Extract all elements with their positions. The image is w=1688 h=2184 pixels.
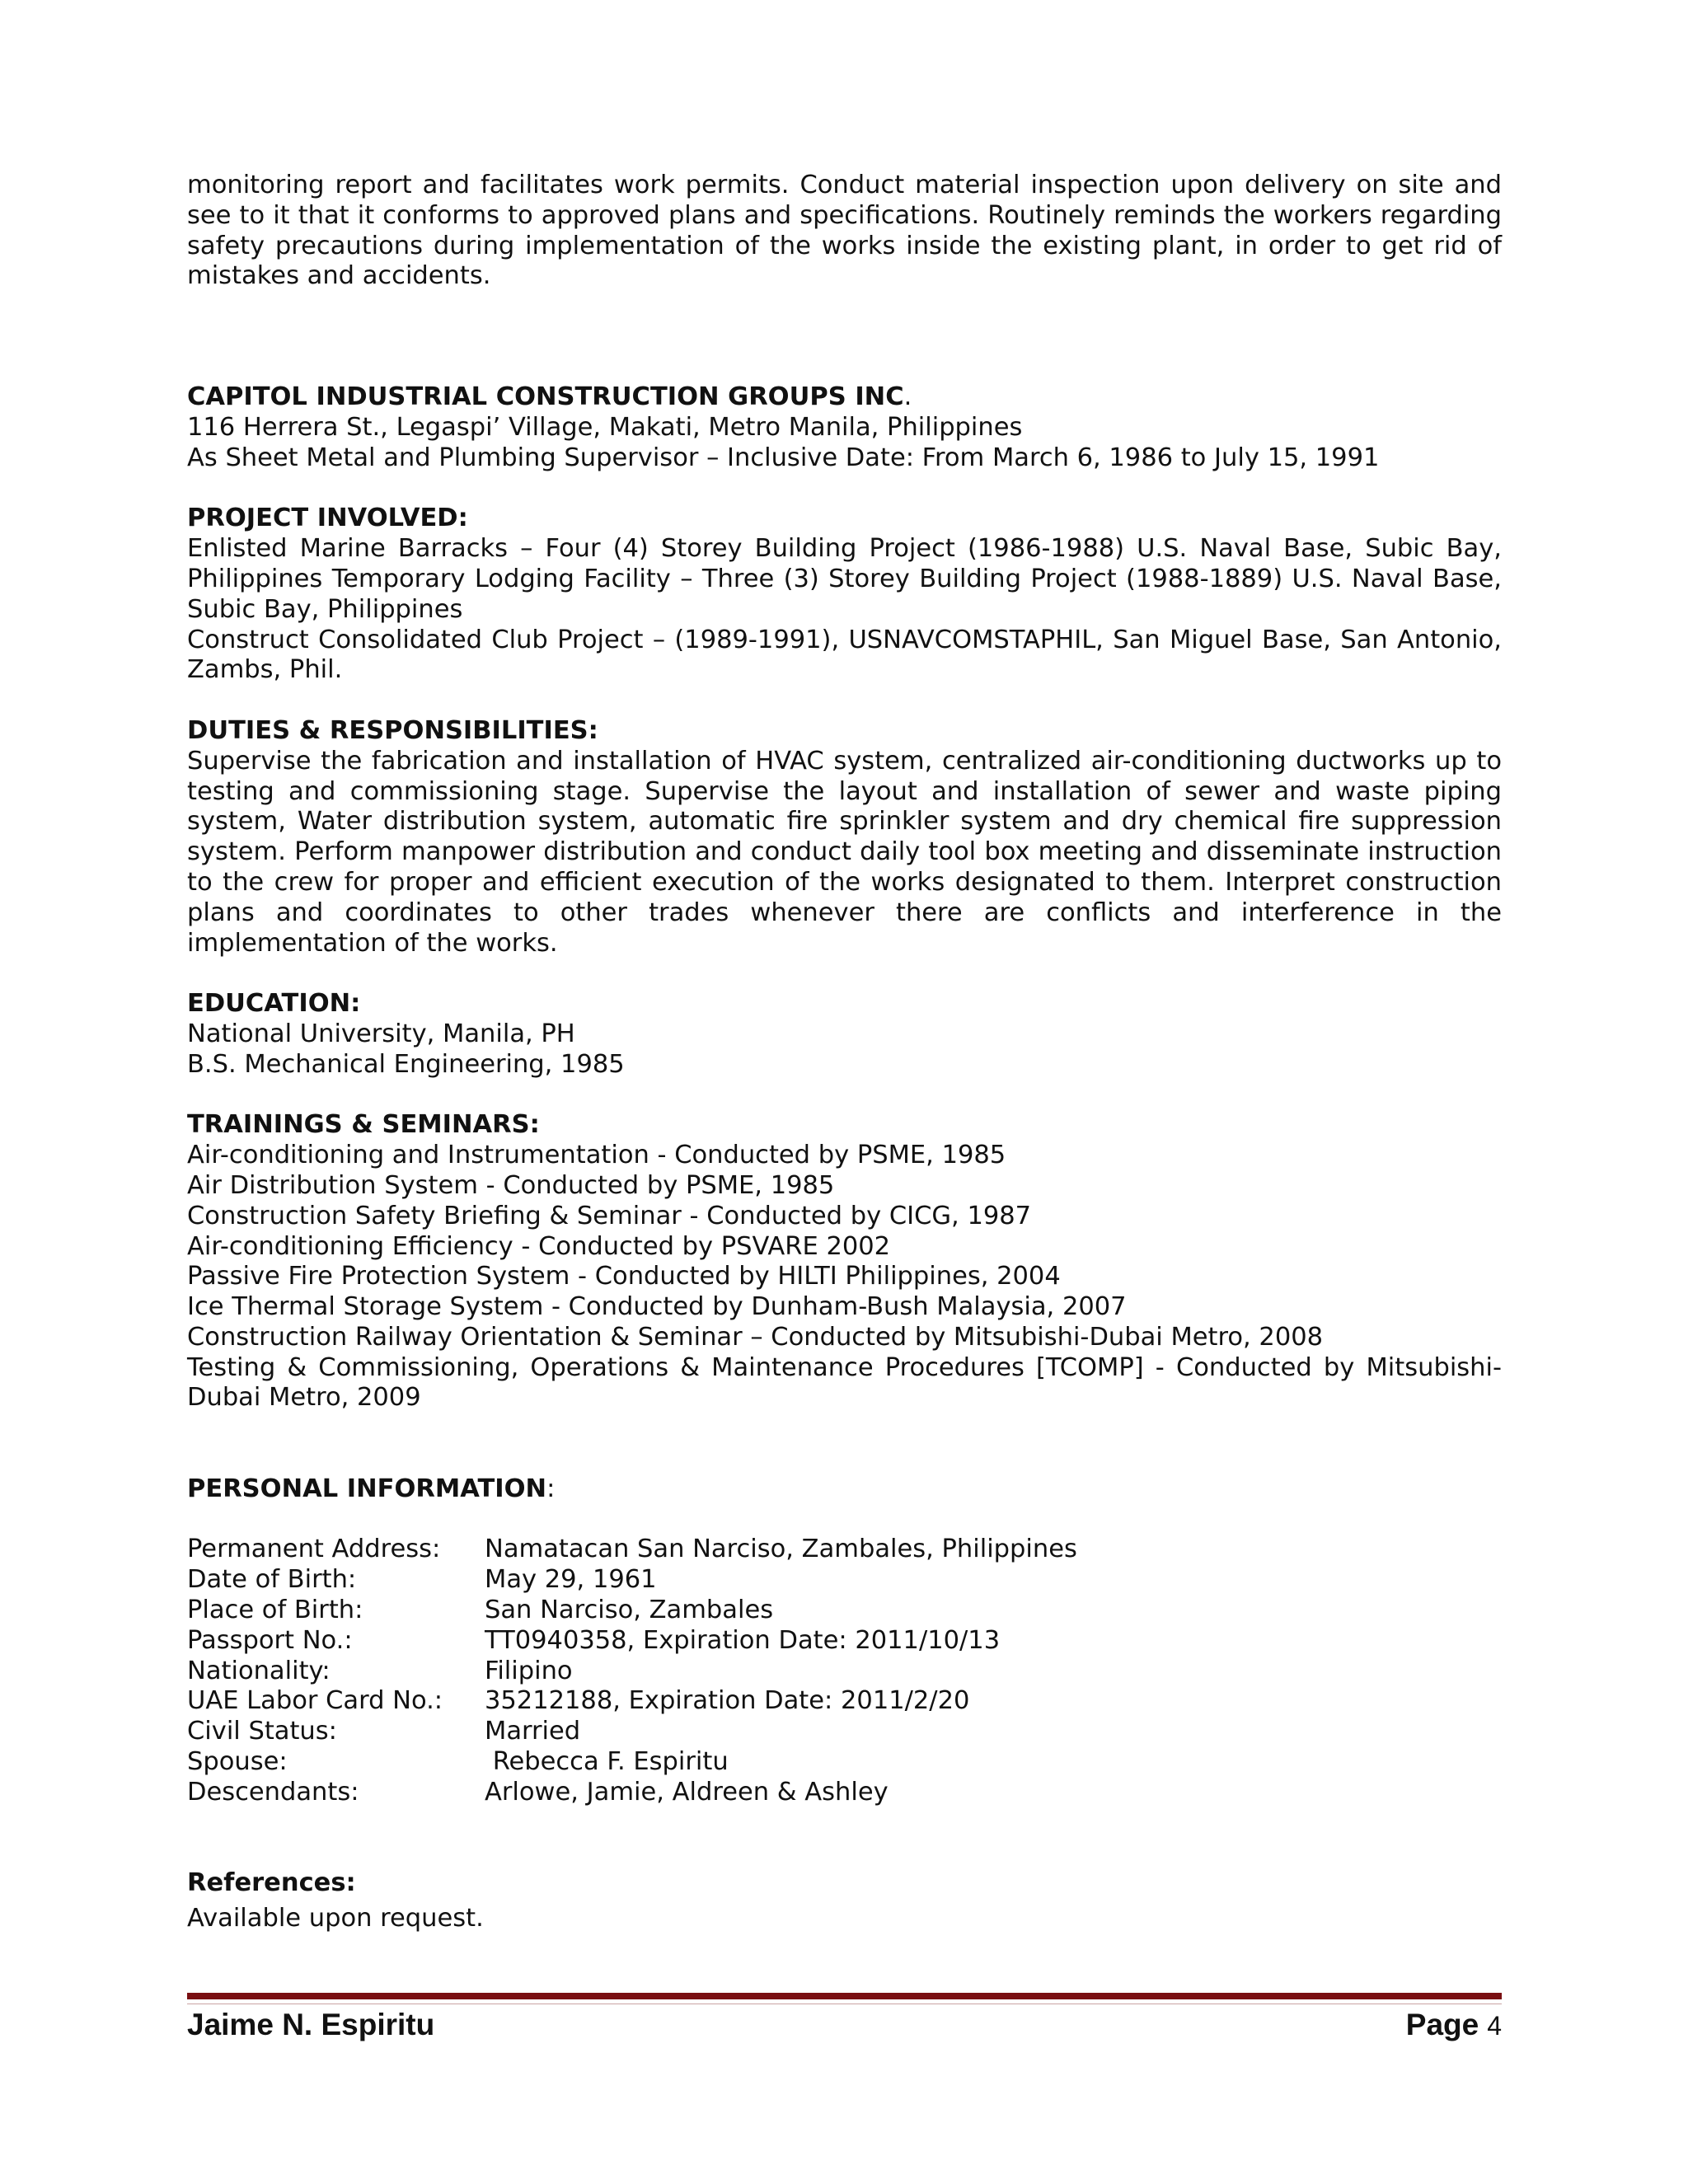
personal-info-row	[187, 1596, 1502, 1626]
footer-page-label: Page	[1405, 2008, 1479, 2041]
projects-paragraph-2: Construct Consolidated Club Project – (1989-1991), USNAVCOMSTAPHIL, San Miguel Base, San Antonio, Zambs, Phil.	[187, 625, 1502, 685]
personal-info-row	[187, 1686, 1502, 1717]
personal-info-row	[187, 1535, 1502, 1565]
company-name: CAPITOL INDUSTRIAL CONSTRUCTION GROUPS INC	[187, 382, 904, 412]
personal-info-value: Arlowe, Jamie, Aldreen & Ashley	[485, 1777, 889, 1807]
footer-name: Jaime N. Espiritu	[187, 2008, 435, 2041]
personal-info-row	[187, 1565, 1502, 1596]
personal-info-label: Spouse:	[187, 1747, 288, 1777]
personal-info-row	[187, 1717, 1502, 1747]
training-item: Ice Thermal Storage System - Conducted by Dunham-Bush Malaysia, 2007	[187, 1292, 1127, 1322]
references-heading: References:	[187, 1868, 356, 1898]
training-item: Construction Railway Orientation & Seminar – Conducted by Mitsubishi-Dubai Metro, 2008	[187, 1322, 1324, 1352]
training-item: Passive Fire Protection System - Conducted by HILTI Philippines, 2004	[187, 1262, 1061, 1291]
personal-info-label: Permanent Address:	[187, 1535, 441, 1564]
personal-info-value: Rebecca F. Espiritu	[485, 1747, 729, 1777]
intro-paragraph: monitoring report and facilitates work permits. Conduct material inspection upon delivery on site and see to it that it conforms to approved plans and specifications. Routinely reminds the workers regarding safety precautions during implementation of the works inside the existing plant, in order to get rid of mistakes and accidents.	[187, 171, 1502, 291]
personal-info-row	[187, 1747, 1502, 1778]
company-heading	[187, 382, 1502, 413]
personal-info-label: Date of Birth:	[187, 1565, 357, 1595]
personal-info-value: TT0940358, Expiration Date: 2011/10/13	[485, 1625, 1001, 1655]
training-item: Construction Safety Briefing & Seminar - Conducted by CICG, 1987	[187, 1201, 1032, 1230]
resume-page	[187, 171, 1502, 1934]
personal-info-value: 35212188, Expiration Date: 2011/2/20	[485, 1686, 970, 1716]
personal-info-value: Married	[485, 1717, 581, 1746]
references-text: Available upon request.	[187, 1904, 484, 1933]
training-item-last: Testing & Commissioning, Operations & Maintenance Procedures [TCOMP] - Conducted by Mitsubishi-Dubai Metro, 2009	[187, 1352, 1502, 1413]
personal-info-label: Place of Birth:	[187, 1596, 363, 1625]
page-footer	[187, 2008, 1502, 2042]
company-position: As Sheet Metal and Plumbing Supervisor – Inclusive Date: From March 6, 1986 to July 15, 1991	[187, 443, 1380, 472]
training-item: Air-conditioning Efficiency - Conducted by PSVARE 2002	[187, 1231, 891, 1261]
footer-divider	[187, 1993, 1502, 1999]
training-item: Air Distribution System - Conducted by PSME, 1985	[187, 1170, 835, 1200]
education-heading: EDUCATION:	[187, 989, 361, 1019]
personal-heading-text: PERSONAL INFORMATION	[187, 1474, 547, 1503]
company-name-suffix: .	[903, 382, 912, 412]
personal-info-value: Namatacan San Narciso, Zambales, Philippines	[485, 1535, 1077, 1564]
personal-info-row	[187, 1657, 1502, 1687]
personal-heading-suffix: :	[546, 1474, 556, 1503]
trainings-list	[187, 1141, 1502, 1413]
projects-paragraph-1: Enlisted Marine Barracks – Four (4) Storey Building Project (1986-1988) U.S. Naval Base, Subic Bay, Philippines Temporary Lodging Facility – Three (3) Storey Building Project (1988-1889) U.S. Naval Base, Subic Bay, Philippines	[187, 534, 1502, 624]
personal-info-value: May 29, 1961	[485, 1565, 657, 1595]
personal-info-row	[187, 1626, 1502, 1657]
personal-info-label: Passport No.:	[187, 1625, 353, 1655]
personal-info-value: San Narciso, Zambales	[485, 1596, 774, 1625]
education-school: National University, Manila, PH	[187, 1019, 575, 1048]
personal-info-label: UAE Labor Card No.:	[187, 1686, 443, 1716]
footer-page	[1406, 2008, 1502, 2042]
company-address: 116 Herrera St., Legaspi’ Village, Makati, Metro Manila, Philippines	[187, 412, 1023, 442]
personal-heading	[187, 1474, 1502, 1505]
personal-info-label: Civil Status:	[187, 1717, 337, 1746]
projects-heading: PROJECT INVOLVED:	[187, 504, 468, 533]
duties-text: Supervise the fabrication and installation of HVAC system, centralized air-conditioning ductworks up to testing and commissioning stage. Supervise the layout and installation of sewer and waste piping system, Water distribution system, automatic fire sprinkler system and dry chemical fire suppression system. Perform manpower distribution and conduct daily tool box meeting and disseminate instruction to the crew for proper and efficient execution of the works designated to them. Interpret construction plans and coordinates to other trades whenever there are conflicts and interference in the implementation of the works.	[187, 746, 1502, 958]
personal-info-table	[187, 1535, 1502, 1807]
duties-heading: DUTIES & RESPONSIBILITIES:	[187, 715, 598, 745]
trainings-heading: TRAININGS & SEMINARS:	[187, 1110, 540, 1140]
personal-info-row	[187, 1778, 1502, 1808]
personal-info-label: Nationality:	[187, 1656, 331, 1685]
personal-info-value: Filipino	[485, 1656, 573, 1685]
training-item: Air-conditioning and Instrumentation - Conducted by PSME, 1985	[187, 1141, 1006, 1170]
footer-page-number: 4	[1487, 2011, 1502, 2041]
personal-info-label: Descendants:	[187, 1777, 359, 1807]
education-degree: B.S. Mechanical Engineering, 1985	[187, 1049, 625, 1079]
